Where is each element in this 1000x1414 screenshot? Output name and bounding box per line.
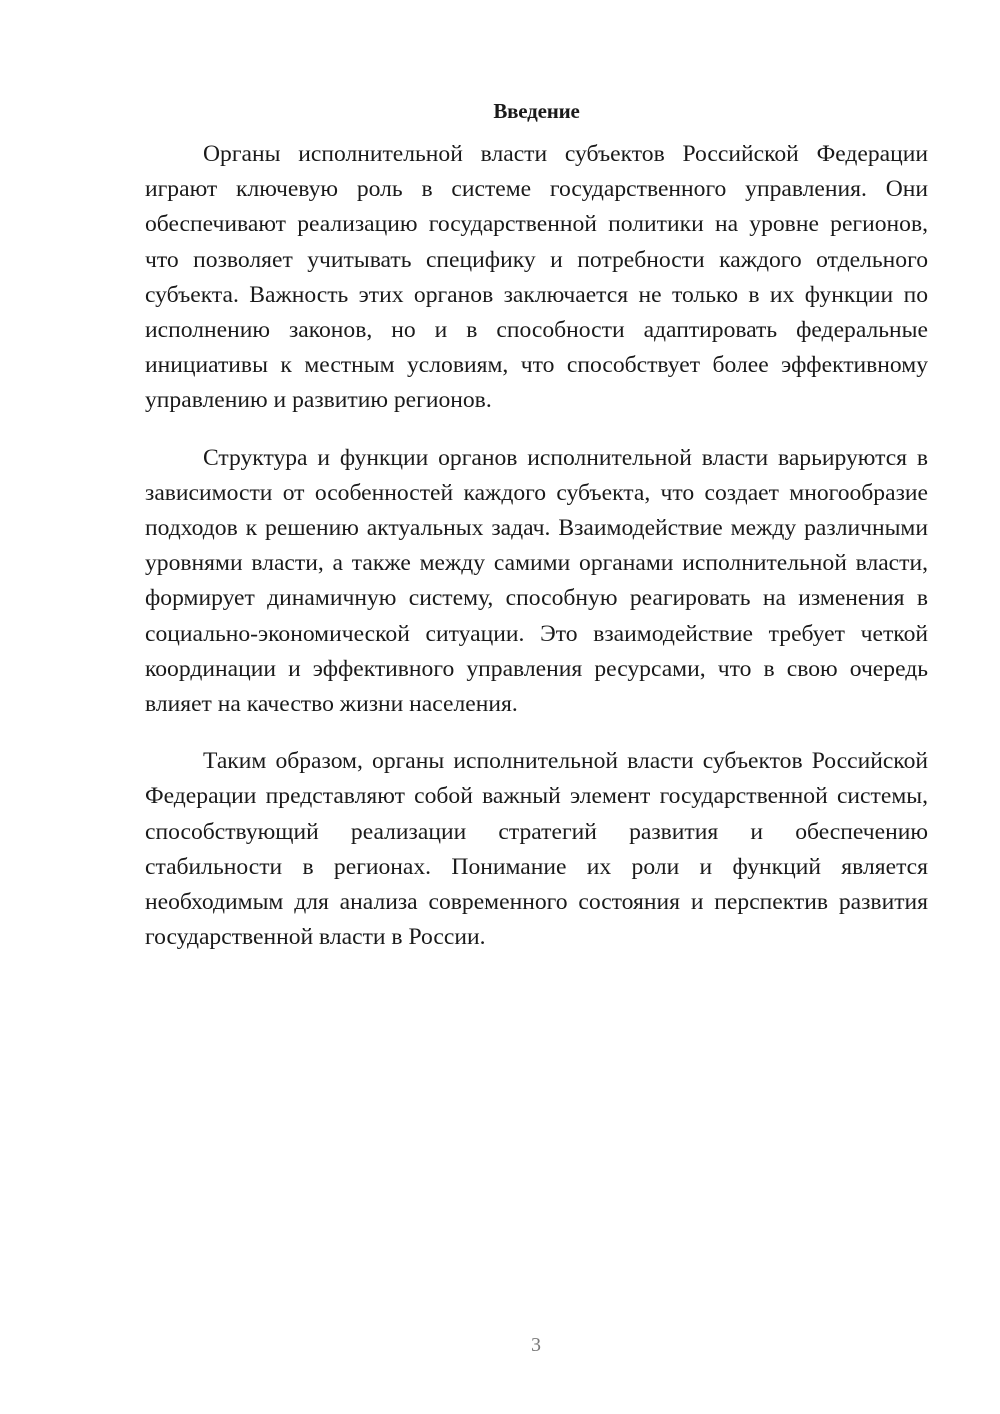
paragraph-2: Структура и функции органов исполнительной власти варьируются в зависимости от особенностей каждого субъекта, что создает многообразие подходов к решению актуальных задач. Взаимодействие между различными уровнями власти, а также между самими органами исполнительной власти, формирует динамичную систему, способную реагировать на изменения в социально-экономической ситуации. Это взаимодействие требует четкой координации и эффективного управления ресурсами, что в свою очередь влияет на качество жизни населения.: [145, 444, 928, 718]
section-heading: Введение: [493, 99, 580, 123]
paragraph-1: Органы исполнительной власти субъектов Российской Федерации играют ключевую роль в системе государственного управления. Они обеспечивают реализацию государственной политики на уровне регионов, что позволяет учитывать специфику и потребности каждого отдельного субъекта. Важность этих органов заключается не только в их функции по исполнению законов, но и в способности адаптировать федеральные инициативы к местным условиям, что способствует более эффективному управлению и развитию регионов.: [145, 141, 928, 414]
page-number: 3: [531, 1334, 541, 1356]
page-body: [145, 96, 928, 977]
paragraph-3: Таким образом, органы исполнительной власти субъектов Российской Федерации представляют собой важный элемент государственной системы, способствующий реализации стратегий развития и обеспечению стабильности в регионах. Понимание их роли и функций является необходимым для анализа современного состояния и перспектив развития государственной власти в России.: [145, 748, 928, 951]
